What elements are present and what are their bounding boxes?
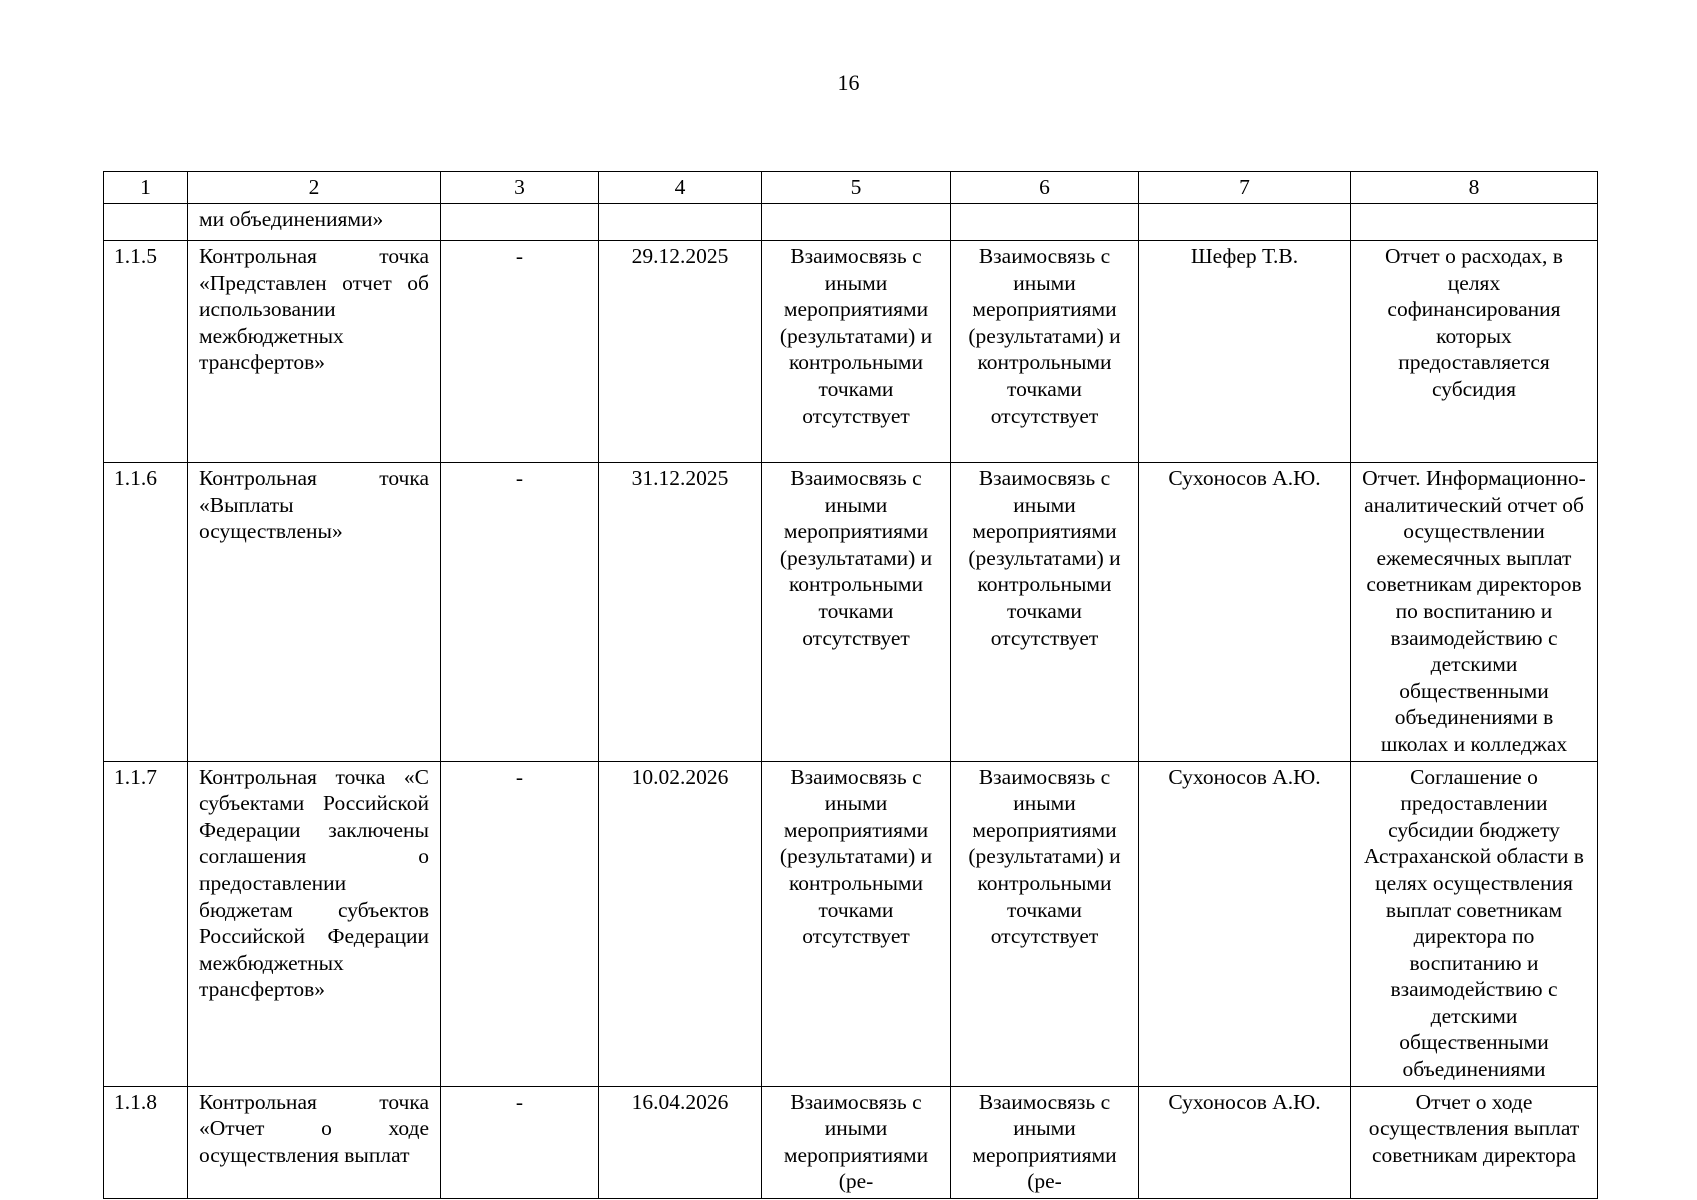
table-row: [104, 463, 1598, 762]
document-cell: Отчет о расходах, в целях софинансирования которых предоставляется субсидия: [1351, 241, 1598, 463]
relation-cell: Взаимосвязь с иными мероприятиями (результатами) и контрольными точками отсутствует: [762, 761, 951, 1086]
table-row: [104, 241, 1598, 463]
number-cell: 1.1.5: [104, 241, 188, 463]
document-cell: Отчет. Информационно-аналитический отчет об осуществлении ежемесячных выплат советникам директоров по воспитанию и взаимодействию с детскими общественными объединениями в школах и колледжах: [1351, 463, 1598, 762]
control-points-table: [103, 171, 1598, 1199]
number-cell: 1.1.6: [104, 463, 188, 762]
cell: [951, 204, 1139, 241]
date-cell: 31.12.2025: [599, 463, 762, 762]
responsible-cell: Сухоносов А.Ю.: [1139, 1086, 1351, 1198]
document-cell: Отчет о ходе осуществления выплат советникам директора: [1351, 1086, 1598, 1198]
column-number-row: [104, 172, 1598, 204]
document-cell: Соглашение о предоставлении субсидии бюджету Астраханской области в целях осуществления выплат советникам директора по воспитанию и взаимодействию с детскими общественными объединениями: [1351, 761, 1598, 1086]
page-number: 16: [837, 70, 860, 95]
column-header: 7: [1139, 172, 1351, 204]
dash-cell: -: [441, 1086, 599, 1198]
cell: [599, 204, 762, 241]
table-row: [104, 761, 1598, 1086]
cell: [762, 204, 951, 241]
dash-cell: -: [441, 241, 599, 463]
cell: [441, 204, 599, 241]
dash-cell: -: [441, 463, 599, 762]
cell: [1351, 204, 1598, 241]
relation-cell: Взаимосвязь с иными мероприятиями (результатами) и контрольными точками отсутствует: [762, 241, 951, 463]
number-cell: 1.1.7: [104, 761, 188, 1086]
column-header: 6: [951, 172, 1139, 204]
name-cell: Контрольная точка «Представлен отчет об использовании межбюджетных трансфертов»: [188, 241, 441, 463]
name-cell: Контрольная точка «С субъектами Российской Федерации заключены соглашения о предоставлении бюджетам субъектов Российской Федерации межбюджетных трансфертов»: [188, 761, 441, 1086]
relation-cell: Взаимосвязь с иными мероприятиями (ре-: [762, 1086, 951, 1198]
column-header: 5: [762, 172, 951, 204]
date-cell: 29.12.2025: [599, 241, 762, 463]
column-header: 8: [1351, 172, 1598, 204]
column-header: 1: [104, 172, 188, 204]
relation-cell: Взаимосвязь с иными мероприятиями (результатами) и контрольными точками отсутствует: [951, 241, 1139, 463]
number-cell: 1.1.8: [104, 1086, 188, 1198]
responsible-cell: Шефер Т.В.: [1139, 241, 1351, 463]
responsible-cell: Сухоносов А.Ю.: [1139, 463, 1351, 762]
dash-cell: -: [441, 761, 599, 1086]
column-header: 2: [188, 172, 441, 204]
name-cell: Контрольная точка «Отчет о ходе осуществления выплат: [188, 1086, 441, 1198]
table-row: [104, 1086, 1598, 1198]
name-cell: Контрольная точка «Выплаты осуществлены»: [188, 463, 441, 762]
relation-cell: Взаимосвязь с иными мероприятиями (результатами) и контрольными точками отсутствует: [951, 463, 1139, 762]
relation-cell: Взаимосвязь с иными мероприятиями (результатами) и контрольными точками отсутствует: [951, 761, 1139, 1086]
date-cell: 16.04.2026: [599, 1086, 762, 1198]
column-header: 3: [441, 172, 599, 204]
continuation-row: [104, 204, 1598, 241]
date-cell: 10.02.2026: [599, 761, 762, 1086]
relation-cell: Взаимосвязь с иными мероприятиями (ре-: [951, 1086, 1139, 1198]
name-cell: ми объединениями»: [188, 204, 441, 241]
column-header: 4: [599, 172, 762, 204]
responsible-cell: Сухоносов А.Ю.: [1139, 761, 1351, 1086]
relation-cell: Взаимосвязь с иными мероприятиями (результатами) и контрольными точками отсутствует: [762, 463, 951, 762]
number-cell: [104, 204, 188, 241]
cell: [1139, 204, 1351, 241]
